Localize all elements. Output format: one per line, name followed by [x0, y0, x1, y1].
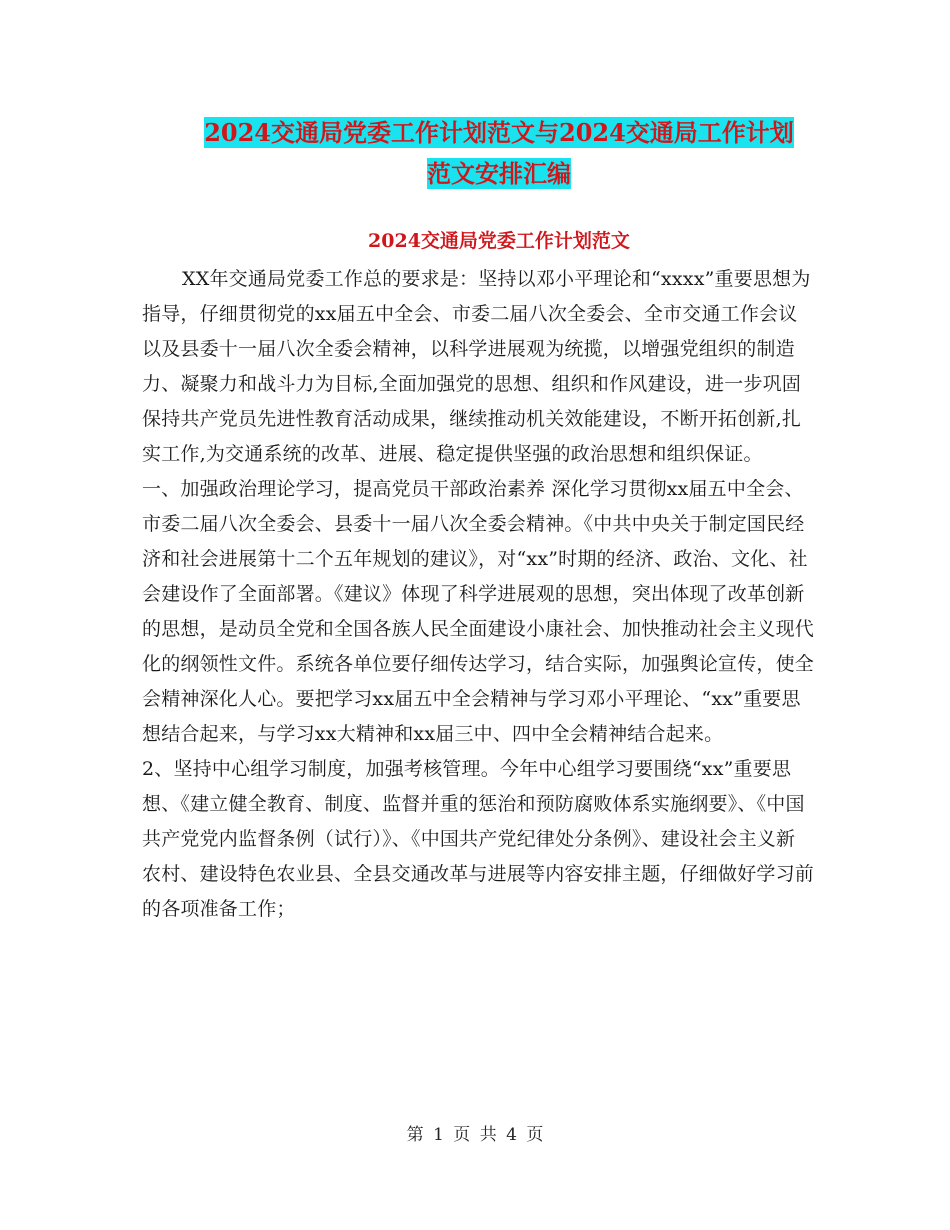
document-body: [142, 262, 814, 927]
paragraph-section-1: 一、加强政治理论学习，提高党员干部政治素养 深化学习贯彻xx届五中全会、市委二届八次全委会、县委十一届八次全委会精神。《中共中央关于制定国民经济和社会进展第十二个五年规划的建议》，对“xx”时期的经济、政治、文化、社会建设作了全面部署。《建议》体现了科学进展观的思想，突出体现了改革创新的思想，是动员全党和全国各族人民全面建设小康社会、加快推动社会主义现代化的纲领性文件。系统各单位要仔细传达学习，结合实际，加强舆论宣传，使全会精神深化人心。要把学习xx届五中全会精神与学习邓小平理论、“xx”重要思想结合起来，与学习xx大精神和xx届三中、四中全会精神结合起来。: [142, 478, 815, 745]
paragraph-section-2: 2、坚持中心组学习制度，加强考核管理。今年中心组学习要围绕“xx”重要思想、《建立健全教育、制度、监督并重的惩治和预防腐败体系实施纲要》、《中国共产党党内监督条例（试行）》、《中国共产党纪律处分条例》、建设社会主义新农村、建设特色农业县、全县交通改革与进展等内容安排主题，仔细做好学习前的各项准备工作；: [142, 758, 815, 920]
title-line-2: 范文安排汇编: [427, 159, 571, 188]
page-footer: 第 1 页 共 4 页: [406, 1125, 544, 1145]
title-line-1: 2024交通局党委工作计划范文与2024交通局工作计划: [204, 118, 794, 147]
document-title: [120, 112, 878, 194]
section-title: 2024交通局党委工作计划范文: [368, 230, 630, 252]
paragraph-intro: XX年交通局党委工作总的要求是：坚持以邓小平理论和“xxxx”重要思想为指导，仔细贯彻党的xx届五中全会、市委二届八次全委会、全市交通工作会议以及县委十一届八次全委会精神，以科学进展观为统揽，以增强党组织的制造力、凝聚力和战斗力为目标,全面加强党的思想、组织和作风建设，进一步巩固保持共产党员先进性教育活动成果，继续推动机关效能建设，不断开拓创新,扎实工作,为交通系统的改革、进展、稳定提供坚强的政治思想和组织保证。: [142, 268, 811, 465]
